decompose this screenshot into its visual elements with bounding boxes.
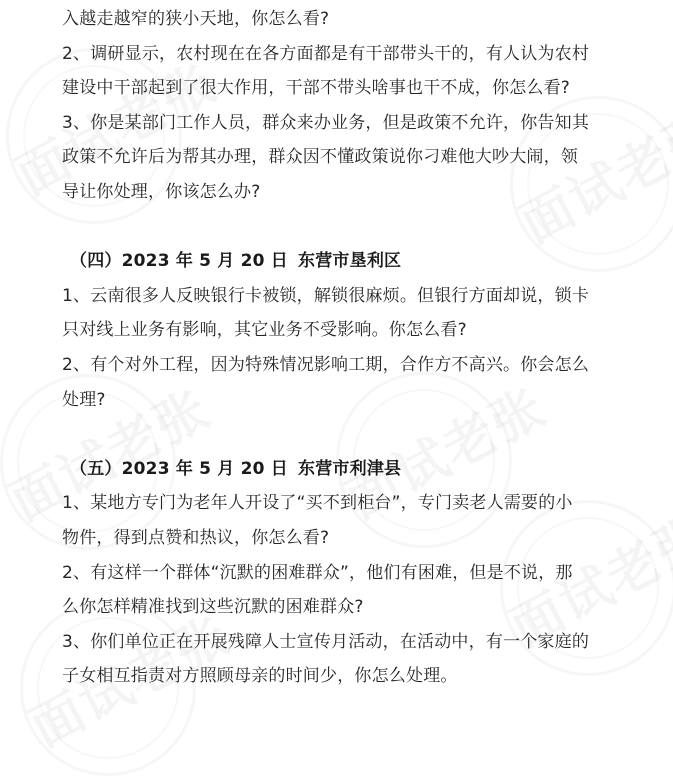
document-body [62,2,622,694]
question-line: 只对线上业务有影响，其它业务不受影响。你怎么看? [62,320,467,341]
question-line: 2、调研显示，农村现在在各方面都是有干部带头干的，有人认为农村 [62,43,590,64]
question-line: 入越走越窄的狭小天地，你怎么看? [62,9,330,29]
section-date: 2023 年 5 月 20 日 [121,458,289,479]
question-line: 政策不允许后为帮其办理，群众因不懂政策说你刁难他大吵大闹，领 [62,147,578,168]
section-heading [62,452,622,487]
question-line: 2、有个对外工程，因为特殊情况影响工期，合作方不高兴。你会怎么 [62,354,590,375]
section-heading [62,244,622,279]
section-index: （五） [70,458,122,479]
question-line: 处理? [62,389,106,410]
section-place: 东营市垦利区 [298,251,402,272]
question-line: 2、有这样一个群体“沉默的困难群众”，他们有困难，但是不说，那 [62,562,573,583]
question-line: 物件，得到点赞和热议，你怎么看? [62,527,330,548]
question-line: 子女相互指责对方照顾母亲的时间少，你怎么处理。 [62,666,458,687]
question-line: 1、某地方专门为老年人开设了“买不到柜台”，专门卖老人需要的小 [62,493,573,514]
question-line: 3、你们单位正在开展残障人士宣传月活动，在活动中，有一个家庭的 [62,631,590,652]
section-index: （四） [70,251,122,272]
section-spacer [62,417,622,452]
question-line: 么你怎样精准找到这些沉默的困难群众? [62,597,364,618]
section-date: 2023 年 5 月 20 日 [121,251,289,272]
section-spacer [62,210,622,245]
question-line: 导让你处理，你该怎么办? [62,181,261,202]
question-line: 3、你是某部门工作人员，群众来办业务，但是政策不允许，你告知其 [62,112,590,133]
section-place: 东营市利津县 [298,458,402,479]
question-line: 1、云南很多人反映银行卡被锁，解锁很麻烦。但银行方面却说，锁卡 [62,285,590,306]
question-line: 建设中干部起到了很大作用，干部不带头啥事也干不成，你怎么看? [62,78,571,99]
